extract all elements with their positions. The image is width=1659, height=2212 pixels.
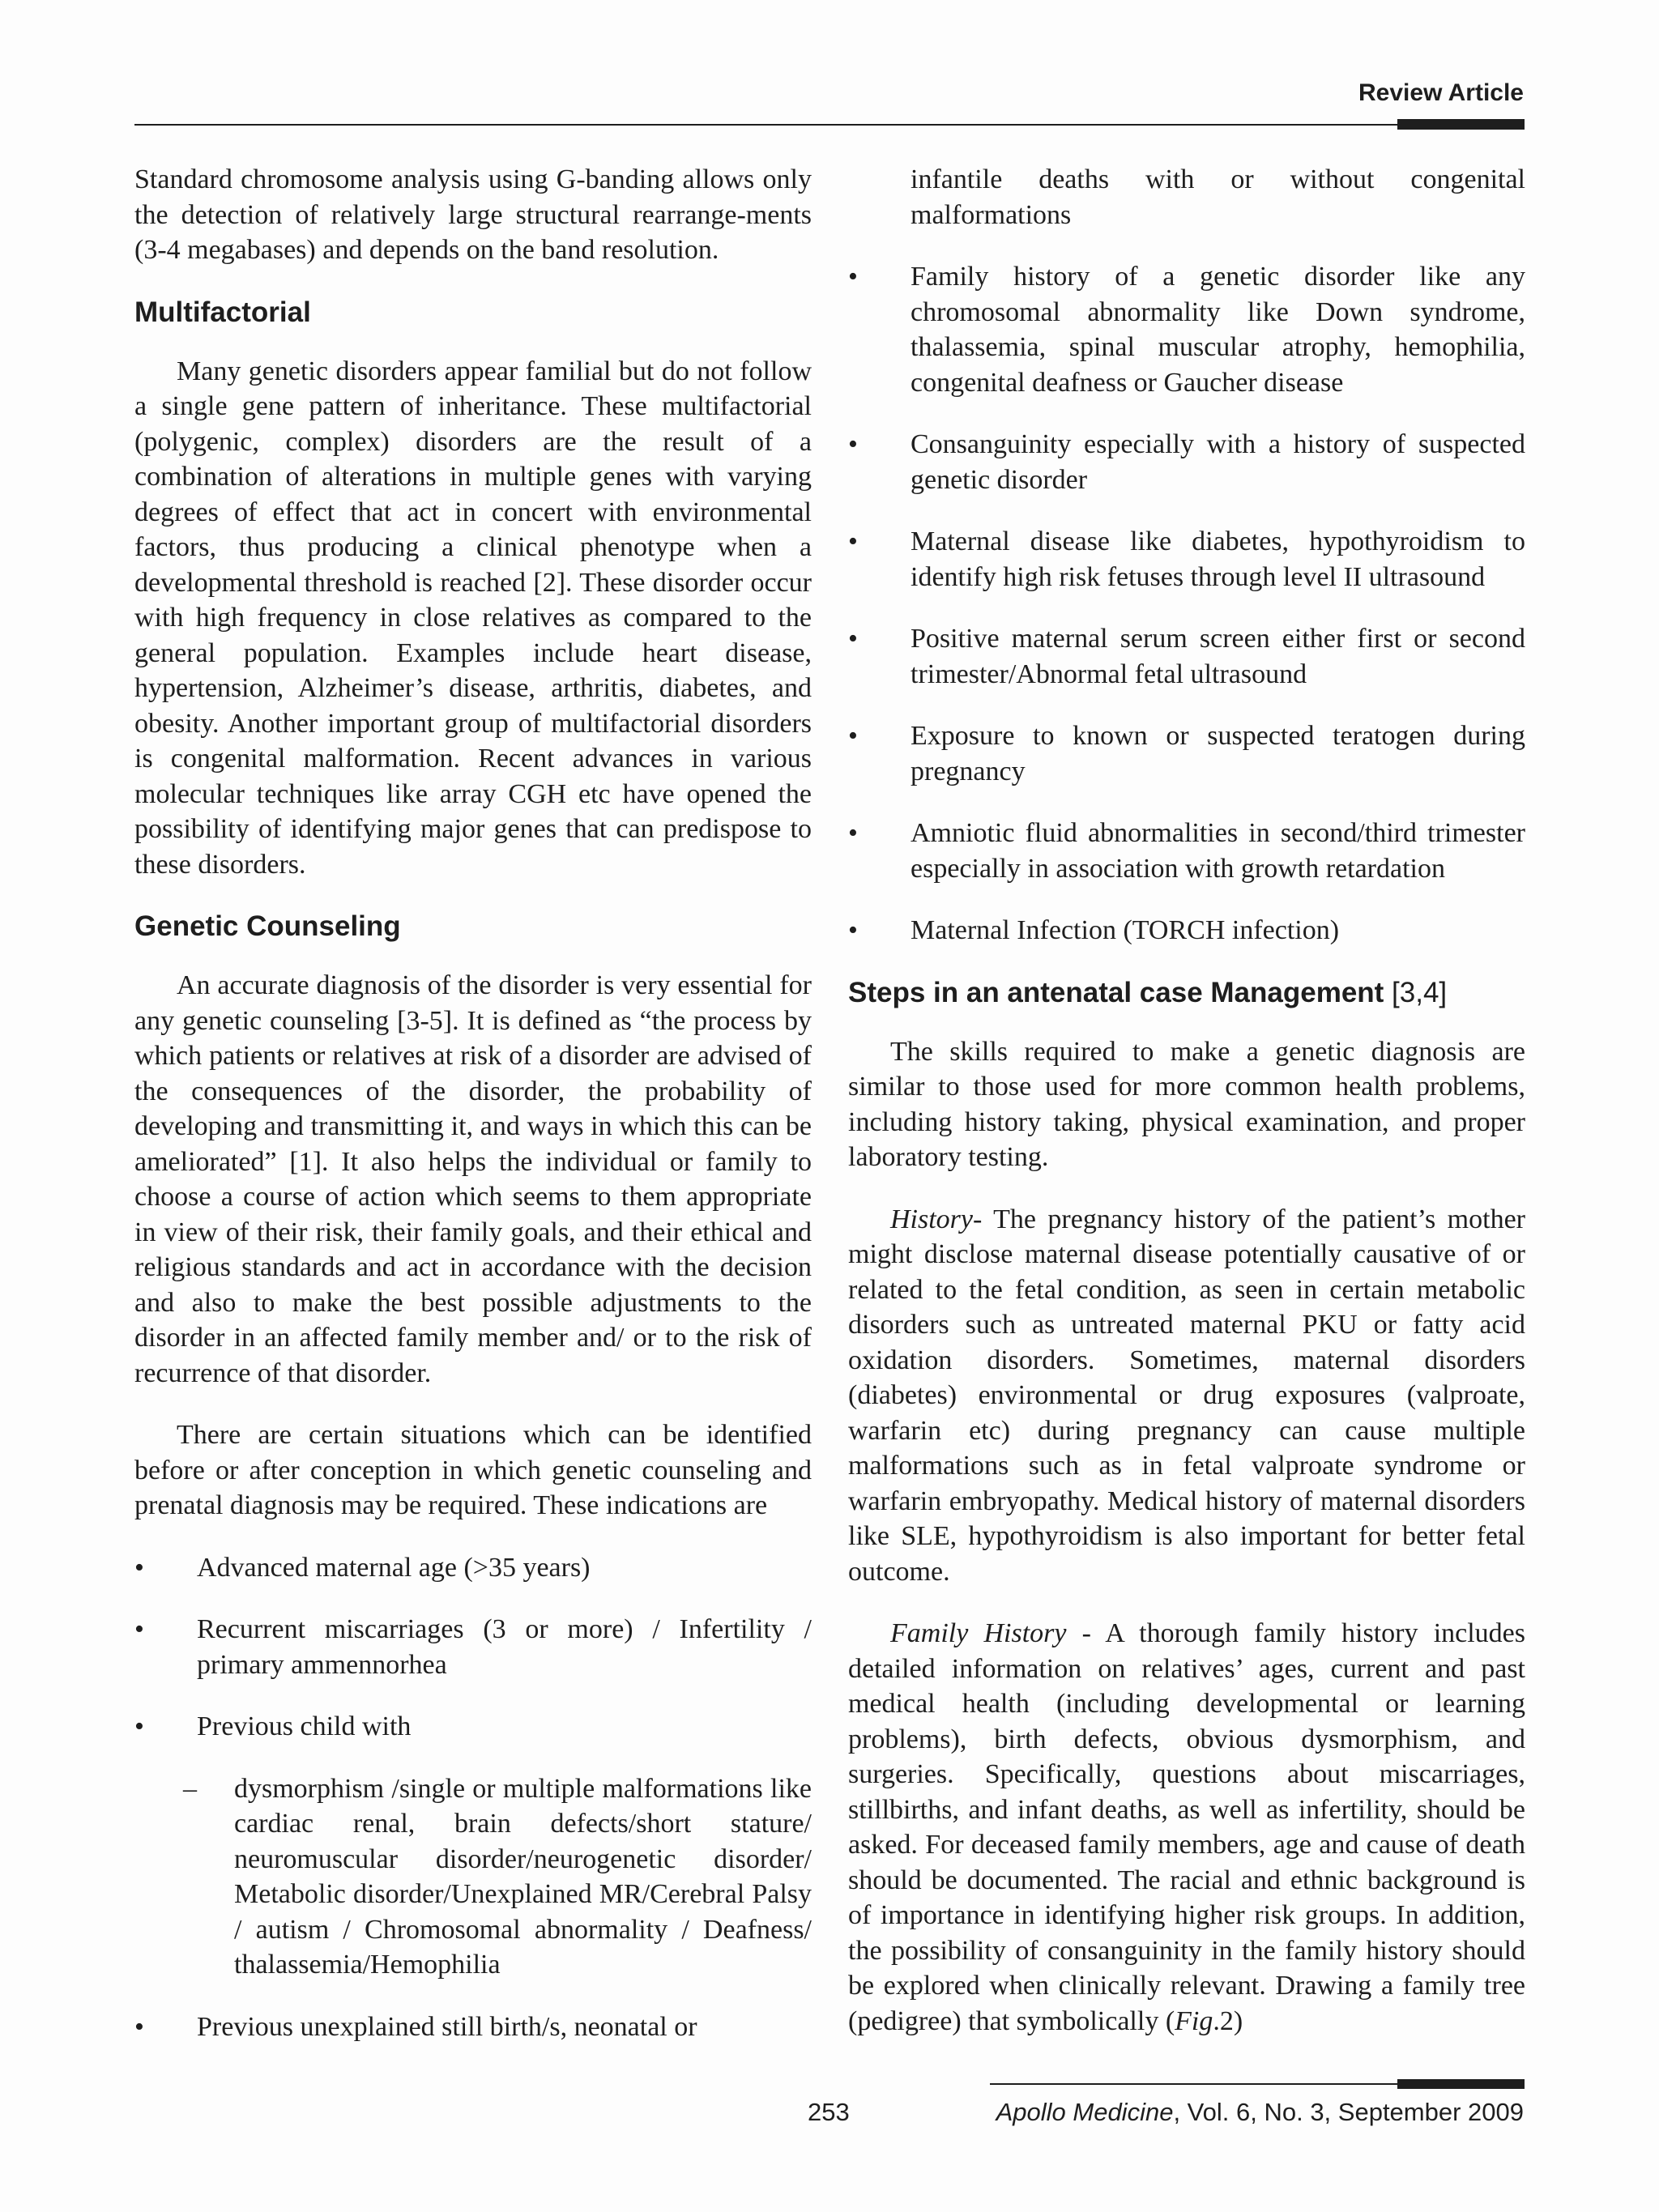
list-item-text: Maternal Infection (TORCH infection) <box>911 915 1340 945</box>
list-item <box>848 718 1525 789</box>
journal-name: Apollo Medicine <box>996 2098 1174 2126</box>
figure-reference: Fig <box>1175 2005 1213 2036</box>
bullet-icon: • <box>848 818 858 848</box>
right-column <box>848 162 1525 2065</box>
list-item <box>134 1550 812 1586</box>
sub-list-item-text: dysmorphism /single or multiple malformations like cardiac renal, brain defects/short stature/ neuromuscular disorder/neurogenetic disorder/ Metabolic disorder/Unexplained MR/Cerebral Palsy / autism / Chromosomal abnormality / Deafness/ thalassemia/Hemophilia <box>234 1773 812 1980</box>
intro-paragraph: Standard chromosome analysis using G-banding allows only the detection of relatively large structural rearrange-ments (3-4 megabases) and depends on the band resolution. <box>134 164 812 265</box>
bullet-icon: • <box>848 624 858 654</box>
counseling-paragraph-2: There are certain situations which can be identified before or after conception in which genetic counseling and prenatal diagnosis may be required. These indications are <box>134 1420 812 1520</box>
history-text: - The pregnancy history of the patient’s mother might disclose maternal disease potentially causative of or related to the fetal condition, as seen in certain metabolic disorders such as untreated maternal PKU or fatty acid oxidation disorders. Sometimes, maternal disorders (diabetes) environmental or drug exposures (valproate, warfarin etc) during pregnancy can cause multiple malformations such as in fetal valproate syndrome or warfarin embryopathy. Medical history of maternal disorders like SLE, hypothyroidism is also important for better fetal outcome. <box>848 1204 1525 1587</box>
multifactorial-heading: Multifactorial <box>134 296 311 328</box>
counseling-paragraph-1: An accurate diagnosis of the disorder is very essential for any genetic counseling [3-5]. It is defined as “the process by which patients or relatives at risk of a disorder are advised of the consequences of the disorder, the probability of developing and transmitting it, and ways in which this can be ameliorated” [1]. It also helps the individual or family to choose a course of action which seems to them appropriate in view of their risk, their family goals, and their ethical and religious standards and act in accordance with the decision and also to make the best possible adjustments to the disorder in an affected family member and/ or to the risk of recurrence of that disorder. <box>134 970 812 1388</box>
steps-paragraph: The skills required to make a genetic diagnosis are similar to those used for more common health problems, including history taking, physical examination, and proper laboratory testing. <box>848 1036 1525 1172</box>
list-item <box>848 259 1525 400</box>
list-item-text: Consanguinity especially with a history of suspected genetic disorder <box>911 429 1525 495</box>
bullet-icon: • <box>848 526 858 556</box>
list-item-text: Exposure to known or suspected teratogen during pregnancy <box>911 721 1525 786</box>
family-history-text: - A thorough family history includes detailed information on relatives’ ages, current and past medical health (including developmental or learning problems), birth defects, obvious dysmorphism, and surgeries. Specifically, questions about miscarriages, stillbirths, and infant deaths, as well as infertility, should be asked. For deceased family members, age and cause of death should be documented. The racial and ethnic background is of importance in identifying higher risk groups. In addition, the possibility of consanguinity in the family history should be explored when clinically relevant. Drawing a family tree (pedigree) that symbolically ( <box>848 1618 1525 2036</box>
sub-list-item <box>134 1771 812 1983</box>
list-item <box>134 1612 812 1682</box>
history-paragraph <box>848 1202 1525 1590</box>
bullet-icon: • <box>134 1711 144 1741</box>
steps-heading-ref: [3,4] <box>1384 976 1448 1008</box>
left-column <box>134 162 812 2071</box>
indications-list <box>134 1550 812 2045</box>
figure-reference-tail: .2) <box>1213 2005 1243 2036</box>
steps-heading-text: Steps in an antenatal case Management <box>848 976 1384 1008</box>
bullet-icon: • <box>134 2011 144 2042</box>
bullet-icon: • <box>134 1552 144 1583</box>
indications-list-continued <box>848 162 1525 948</box>
bullet-icon: • <box>848 262 858 292</box>
family-history-paragraph <box>848 1616 1525 2039</box>
list-item-text: Recurrent miscarriages (3 or more) / Infertility / primary ammennorhea <box>197 1614 812 1680</box>
list-item <box>134 2010 812 2045</box>
running-header: Review Article <box>1358 79 1524 106</box>
dash-icon: – <box>183 1773 197 1804</box>
page-number: 253 <box>808 2098 850 2126</box>
footer-bar <box>1397 2079 1525 2089</box>
bullet-icon: • <box>134 1614 144 1644</box>
list-item <box>848 427 1525 497</box>
history-term: History <box>890 1204 973 1234</box>
list-item <box>848 621 1525 692</box>
list-item-continuation <box>848 162 1525 232</box>
family-history-term: Family History <box>890 1618 1067 1648</box>
list-item <box>848 913 1525 948</box>
header-bar <box>1397 119 1525 130</box>
list-item <box>848 816 1525 886</box>
list-item-text: Advanced maternal age (>35 years) <box>197 1552 591 1583</box>
list-item-text: Positive maternal serum screen either first or second trimester/Abnormal fetal ultrasound <box>911 624 1525 689</box>
journal-citation <box>996 2098 1524 2127</box>
list-item-text: Previous unexplained still birth/s, neonatal or <box>197 2011 697 2042</box>
list-item <box>134 1709 812 1745</box>
steps-heading <box>848 975 1525 1011</box>
journal-issue: , Vol. 6, No. 3, September 2009 <box>1173 2098 1524 2126</box>
list-item-text: infantile deaths with or without congenital malformations <box>911 164 1525 230</box>
multifactorial-paragraph: Many genetic disorders appear familial but do not follow a single gene pattern of inheritance. These multifactorial (polygenic, complex) disorders are the result of a combination of alterations in multiple genes with varying degrees of effect that act in concert with environmental factors, thus producing a clinical phenotype when a developmental threshold is reached [2]. These disorder occur with high frequency in close relatives as compared to the general population. Examples include heart disease, hypertension, Alzheimer’s disease, arthritis, diabetes, and obesity. Another important group of multifactorial disorders is congenital malformation. Recent advances in various molecular techniques like array CGH etc have opened the possibility of identifying major genes that can predispose to these disorders. <box>134 356 812 880</box>
bullet-icon: • <box>848 915 858 945</box>
list-item-text: Maternal disease like diabetes, hypothyroidism to identify high risk fetuses through level II ultrasound <box>911 526 1525 592</box>
bullet-icon: • <box>848 429 858 459</box>
list-item-text: Previous child with <box>197 1711 412 1741</box>
genetic-counseling-heading: Genetic Counseling <box>134 910 401 942</box>
bullet-icon: • <box>848 721 858 751</box>
list-item-text: Amniotic fluid abnormalities in second/third trimester especially in association with growth retardation <box>911 818 1525 884</box>
list-item-text: Family history of a genetic disorder like any chromosomal abnormality like Down syndrome, thalassemia, spinal muscular atrophy, hemophilia, congenital deafness or Gaucher disease <box>911 262 1525 398</box>
list-item <box>848 524 1525 595</box>
header-rule <box>134 124 1525 126</box>
